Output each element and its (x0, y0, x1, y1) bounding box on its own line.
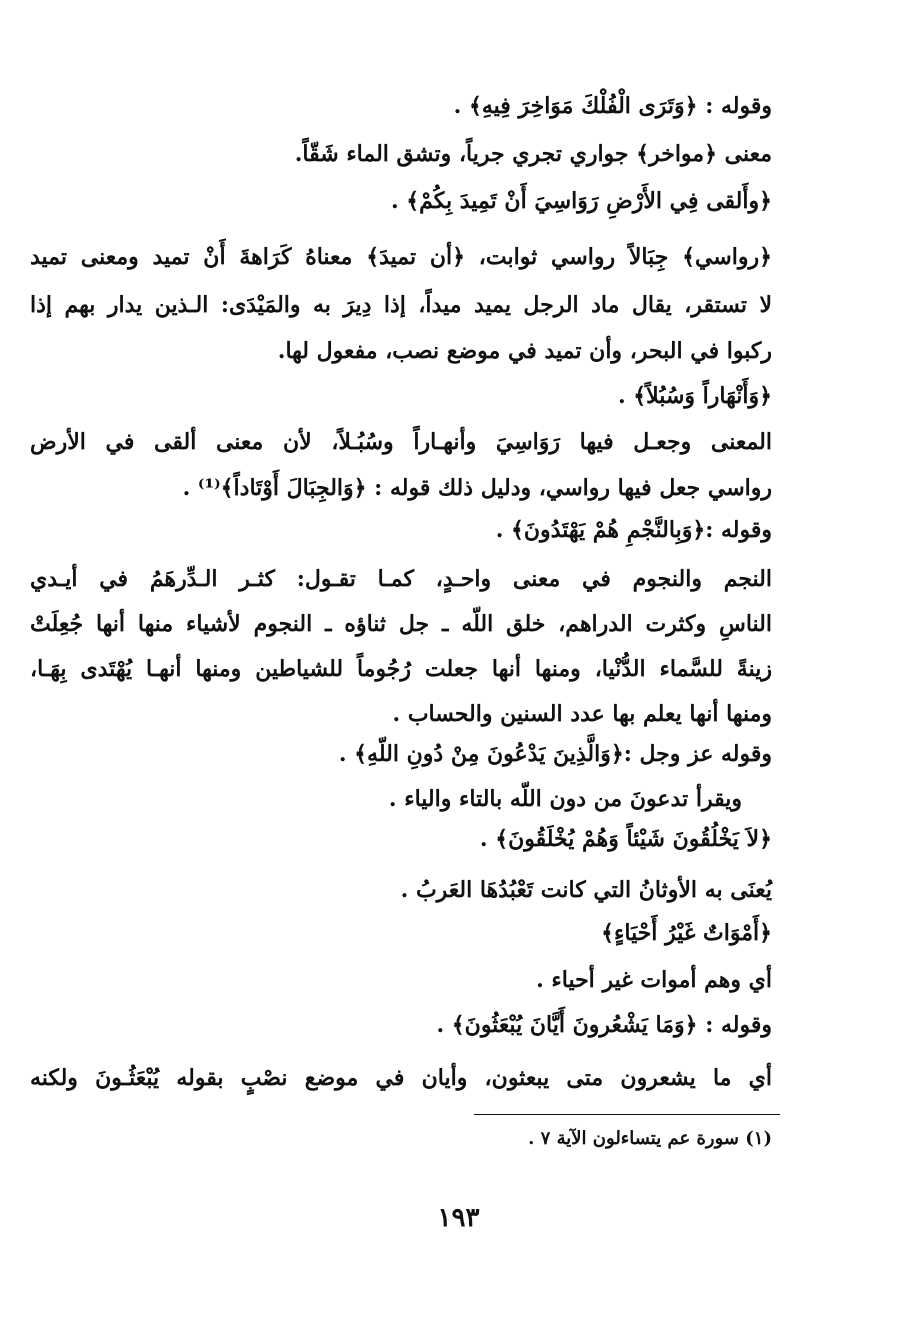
text-line-16: ويقرأ تدعونَ من دون اللّه بالتاء والياء . (388, 786, 742, 812)
text-line-20: أي وهم أموات غير أحياء . (536, 967, 772, 993)
text-line-4: ﴿رواسي﴾ جِبَالاً رواسي ثوابت، ﴿أن تميدَ﴾ معناهُ كَرَاهةَ أَنْ تميد ومعنى تميد (30, 244, 772, 270)
text-line-9: رواسي جعل فيها رواسي، ودليل ذلك قوله : ﴿وَالجِبَالَ أَوْتَاداً﴾⁽¹⁾ . (182, 475, 772, 501)
footnote: (١) سورة عم يتساءلون الآية ٧ . (528, 1128, 772, 1149)
text-line-6: ركبوا في البحر، وأن تميد في موضع نصب، مفعول لها. (277, 338, 772, 364)
text-line-10: وقوله :﴿وَبِالنَّجْمِ هُمْ يَهْتَدُونَ﴾ . (495, 517, 772, 543)
text-line-11: النجم والنجوم في معنى واحـدٍ، كمـا تقـول: كثـر الـدِّرهَمُ في أيـدي (30, 566, 772, 592)
text-line-3: ﴿وأَلقى فِي الأَرْضِ رَوَاسِيَ أَنْ تَمِيدَ بِكُمْ﴾ . (390, 188, 772, 214)
text-line-22: أي ما يشعرون متى يبعثون، وأيان في موضع نصْبٍ بقوله يُبْعَثُـونَ ولكنه (30, 1065, 772, 1091)
text-line-5: لا تستقر، يقال ماد الرجل يميد ميداً، إذا دِيرَ به والمَيْدَى: الـذين يدار بهم إذا (30, 292, 772, 318)
text-line-7: ﴿وَأَنْهَاراً وَسُبُلاً﴾ . (617, 383, 772, 409)
text-line-17: ﴿لاَ يَخْلُقُونَ شَيْئاً وَهُمْ يُخْلَقُونَ﴾ . (479, 826, 772, 852)
text-line-14: ومنها أنها يعلم بها عدد السنين والحساب . (392, 701, 772, 727)
text-line-21: وقوله : ﴿وَمَا يَشْعُرونَ أَيَّانَ يُبْعَثُونَ﴾ . (436, 1012, 772, 1038)
text-line-18: يُعنَى به الأوثانُ التي كانت تَعْبُدُهَا العَربُ . (400, 877, 772, 903)
text-line-12: الناسِ وكثرت الدراهم، خلق اللّه ـ جل ثناؤه ـ النجوم لأشياء منها أنها جُعِلَتْ (30, 611, 772, 637)
text-line-13: زينةً للسَّماء الدُّنْيا، ومنها أنها جعلت رُجُوماً للشياطين ومنها أنهـا يُهْتَدى بِهَـا، (30, 656, 772, 682)
text-line-19: ﴿أَمْوَاتٌ غَيْرُ أَحْيَاءٍ﴾ (601, 920, 772, 946)
text-line-8: المعنى وجعـل فيها رَوَاسِيَ وأنهـاراً وسُبُـلاً، لأن معنى ألقى في الأرض (30, 429, 772, 455)
text-line-2: معنى ﴿مواخر﴾ جواري تجري جرياً، وتشق الماء شَقّاً. (294, 141, 772, 167)
text-line-15: وقوله عز وجل :﴿وَالَّذِينَ يَدْعُونَ مِنْ دُونِ اللّهِ﴾ . (338, 741, 772, 767)
footnote-divider (474, 1114, 780, 1115)
page-number: ١٩٣ (437, 1203, 480, 1233)
text-line-1: وقوله : ﴿وَتَرَى الْفُلْكَ مَوَاخِرَ فِيهِ﴾ . (453, 93, 772, 119)
